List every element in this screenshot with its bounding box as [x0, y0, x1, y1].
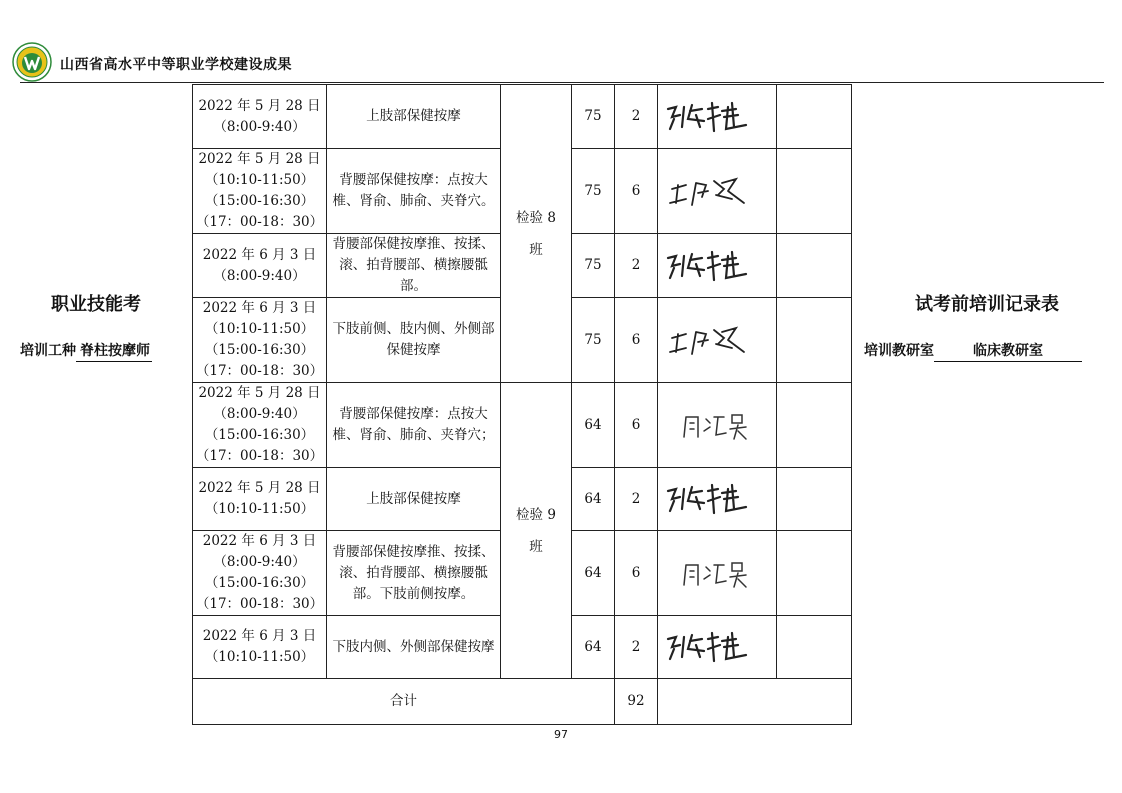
content-cell: 上肢部保健按摩	[327, 468, 501, 531]
hours-cell: 6	[615, 149, 658, 234]
signature-cell	[658, 85, 777, 149]
remark-cell	[777, 616, 852, 679]
dept-value: 临床教研室	[934, 340, 1082, 362]
header-divider	[20, 82, 1104, 83]
total-value: 92	[615, 679, 658, 725]
count-cell: 64	[572, 531, 615, 616]
count-cell: 64	[572, 616, 615, 679]
content-cell: 上肢部保健按摩	[327, 85, 501, 149]
signature-cell	[658, 383, 777, 468]
signature-cell	[658, 468, 777, 531]
date-cell: 2022 年 5 月 28 日 （8:00-9:40）	[193, 85, 327, 149]
signature-zhang	[662, 479, 754, 519]
hours-cell: 6	[615, 531, 658, 616]
remark-cell	[777, 234, 852, 298]
date-cell: 2022 年 5 月 28 日 （10:10-11:50） （15:00-16:30） （17：00-18：30）	[193, 149, 327, 234]
header-title: 山西省高水平中等职业学校建设成果	[60, 57, 292, 73]
date-cell: 2022 年 6 月 3 日 （10:10-11:50） （15:00-16:30） （17：00-18：30）	[193, 298, 327, 383]
remark-cell	[777, 298, 852, 383]
school-logo	[12, 42, 52, 82]
signature-cell	[658, 149, 777, 234]
signature-cell	[658, 234, 777, 298]
hours-cell: 6	[615, 298, 658, 383]
date-cell: 2022 年 6 月 3 日 （8:00-9:40）	[193, 234, 327, 298]
signature-yan	[662, 403, 754, 447]
total-empty-cell	[658, 679, 852, 725]
content-cell: 下肢前侧、肢内侧、外侧部保健按摩	[327, 298, 501, 383]
hours-cell: 2	[615, 616, 658, 679]
class-name: 检验 8	[516, 209, 556, 226]
remark-cell	[777, 149, 852, 234]
dept-line	[864, 340, 1082, 362]
date-cell: 2022 年 5 月 28 日 （10:10-11:50）	[193, 468, 327, 531]
dept-label: 培训教研室	[864, 343, 934, 359]
signature-cell	[658, 616, 777, 679]
date-cell: 2022 年 6 月 3 日 （10:10-11:50）	[193, 616, 327, 679]
content-cell: 下肢内侧、外侧部保健按摩	[327, 616, 501, 679]
training-record-table	[192, 84, 852, 725]
signature-cell	[658, 531, 777, 616]
count-cell: 64	[572, 383, 615, 468]
hours-cell: 2	[615, 468, 658, 531]
page-header	[12, 42, 1104, 84]
remark-cell	[777, 468, 852, 531]
content-cell: 背腰部保健按摩：点按大椎、肾俞、肺俞、夹脊穴。	[327, 149, 501, 234]
count-cell: 75	[572, 298, 615, 383]
remark-cell	[777, 383, 852, 468]
signature-wang	[662, 169, 754, 213]
class-suffix: 班	[529, 538, 543, 555]
date-cell: 2022 年 5 月 28 日 （8:00-9:40） （15:00-16:30） （17：00-18：30）	[193, 383, 327, 468]
left-title: 职业技能考	[51, 294, 141, 315]
trade-line	[20, 340, 152, 362]
signature-zhang	[662, 246, 754, 286]
hours-cell: 2	[615, 234, 658, 298]
right-title: 试考前培训记录表	[915, 294, 1059, 315]
signature-cell	[658, 298, 777, 383]
count-cell: 75	[572, 85, 615, 149]
hours-cell: 2	[615, 85, 658, 149]
hours-cell: 6	[615, 383, 658, 468]
signature-wang	[662, 318, 754, 362]
signature-yan	[662, 551, 754, 595]
class-cell	[501, 85, 572, 383]
date-cell: 2022 年 6 月 3 日 （8:00-9:40） （15:00-16:30） （17：00-18：30）	[193, 531, 327, 616]
class-suffix: 班	[529, 241, 543, 258]
content-cell: 背腰部保健按摩：点按大椎、肾俞、肺俞、夹脊穴；	[327, 383, 501, 468]
count-cell: 64	[572, 468, 615, 531]
class-name: 检验 9	[516, 506, 556, 523]
remark-cell	[777, 531, 852, 616]
remark-cell	[777, 85, 852, 149]
trade-label: 培训工种	[20, 343, 76, 359]
signature-zhang	[662, 627, 754, 667]
trade-value: 脊柱按摩师	[76, 340, 152, 362]
table-row	[193, 85, 852, 149]
count-cell: 75	[572, 234, 615, 298]
content-cell: 背腰部保健按摩推、按揉、滚、拍背腰部、横擦腰骶部。下肢前侧按摩。	[327, 531, 501, 616]
total-label: 合计	[193, 679, 615, 725]
table-row	[193, 383, 852, 468]
content-cell: 背腰部保健按摩推、按揉、滚、拍背腰部、横擦腰骶部。	[327, 234, 501, 298]
signature-zhang	[662, 97, 754, 137]
class-cell	[501, 383, 572, 679]
count-cell: 75	[572, 149, 615, 234]
page-number: 97	[554, 728, 568, 741]
total-row	[193, 679, 852, 725]
